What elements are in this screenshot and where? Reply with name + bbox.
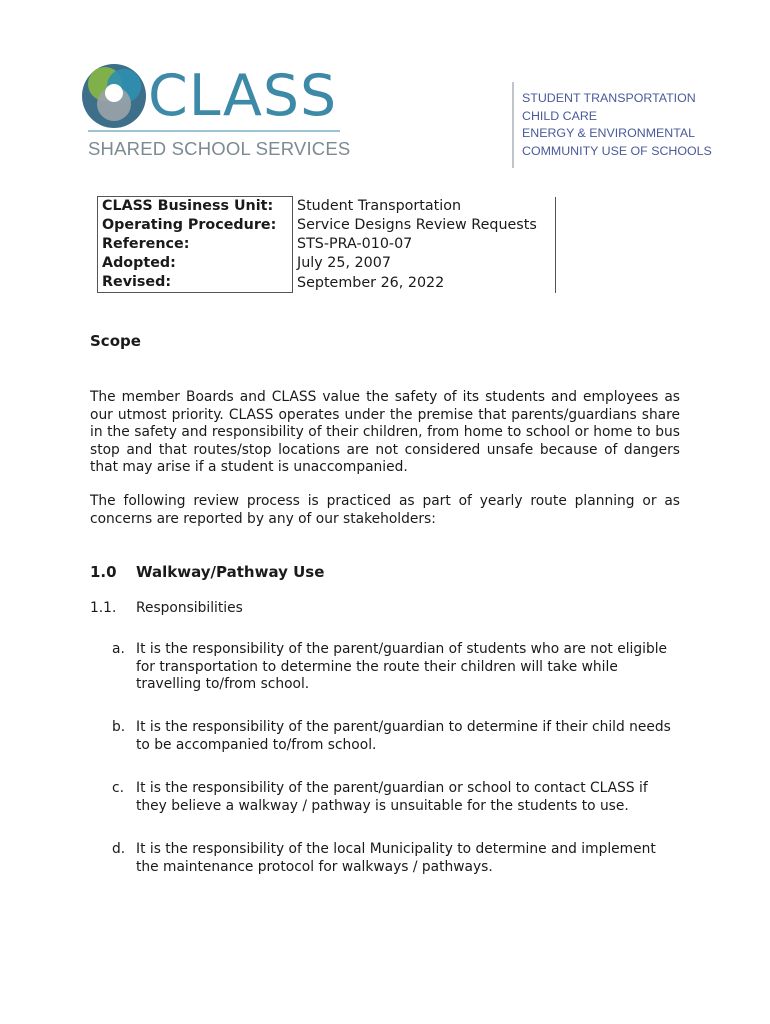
info-label: Reference: — [98, 235, 293, 254]
subsection-heading — [90, 600, 243, 616]
list-item-text: It is the responsibility of the parent/guardian or school to contact CLASS if they believe a walkway / pathway is unsuitable for the students to use. — [136, 780, 648, 814]
class-logo-mark-icon — [78, 60, 150, 132]
info-value: September 26, 2022 — [293, 273, 556, 293]
section-number: 1.0 — [90, 563, 117, 581]
info-label: CLASS Business Unit: — [98, 197, 293, 217]
list-item — [112, 641, 682, 694]
section-heading — [90, 563, 324, 581]
list-item — [112, 780, 682, 815]
logo-divider — [88, 130, 340, 132]
info-value: Student Transportation — [293, 197, 556, 217]
info-label: Adopted: — [98, 254, 293, 273]
table-row — [98, 254, 556, 273]
info-value: STS-PRA-010-07 — [293, 235, 556, 254]
table-row — [98, 197, 556, 217]
table-row — [98, 216, 556, 235]
table-row — [98, 235, 556, 254]
list-item-letter: d. — [112, 841, 126, 857]
logo-subtitle: SHARED SCHOOL SERVICES — [88, 138, 351, 159]
review-process-paragraph: The following review process is practiced as part of yearly route planning or as concerns are reported by any of our stakeholders: — [90, 493, 680, 527]
list-item-letter: b. — [112, 719, 126, 735]
list-item — [112, 719, 682, 754]
list-item-letter: c. — [112, 780, 124, 796]
list-item — [112, 841, 682, 876]
division-item: CHILD CARE — [522, 108, 598, 123]
table-row — [98, 273, 556, 293]
division-item: STUDENT TRANSPORTATION — [522, 91, 696, 105]
logo-wordmark: CLASS — [148, 63, 338, 129]
list-item-text: It is the responsibility of the local Municipality to determine and implement the maintenance protocol for walkways / pathways. — [136, 841, 656, 875]
info-value: Service Designs Review Requests — [293, 216, 556, 235]
info-value: July 25, 2007 — [293, 254, 556, 273]
list-item-text: It is the responsibility of the parent/guardian of students who are not eligible for transportation to determine the route their children will take while travelling to/from school. — [136, 641, 668, 693]
procedure-info-table — [97, 196, 556, 293]
division-list — [522, 90, 712, 160]
scope-paragraph: The member Boards and CLASS value the safety of its students and employees as our utmost priority. CLASS operates under the premise that parents/guardians share in the safety and responsibility of their children, from home to school or home to bus stop and that routes/stop locations are not considered unsafe because of dangers that may arise if a student is unaccompanied. — [90, 389, 680, 476]
subsection-number: 1.1. — [90, 600, 117, 616]
division-item: ENERGY & ENVIRONMENTAL — [522, 126, 696, 140]
subsection-title: Responsibilities — [136, 600, 243, 616]
scope-heading: Scope — [90, 332, 141, 350]
info-label: Revised: — [98, 273, 293, 293]
header-divider — [512, 82, 514, 168]
list-item-letter: a. — [112, 641, 125, 657]
list-item-text: It is the responsibility of the parent/guardian to determine if their child needs to be accompanied to/from school. — [136, 719, 671, 753]
info-label: Operating Procedure: — [98, 216, 293, 235]
division-item: COMMUNITY USE OF SCHOOLS — [522, 143, 712, 158]
class-logo — [78, 58, 351, 168]
section-title: Walkway/Pathway Use — [136, 563, 325, 581]
